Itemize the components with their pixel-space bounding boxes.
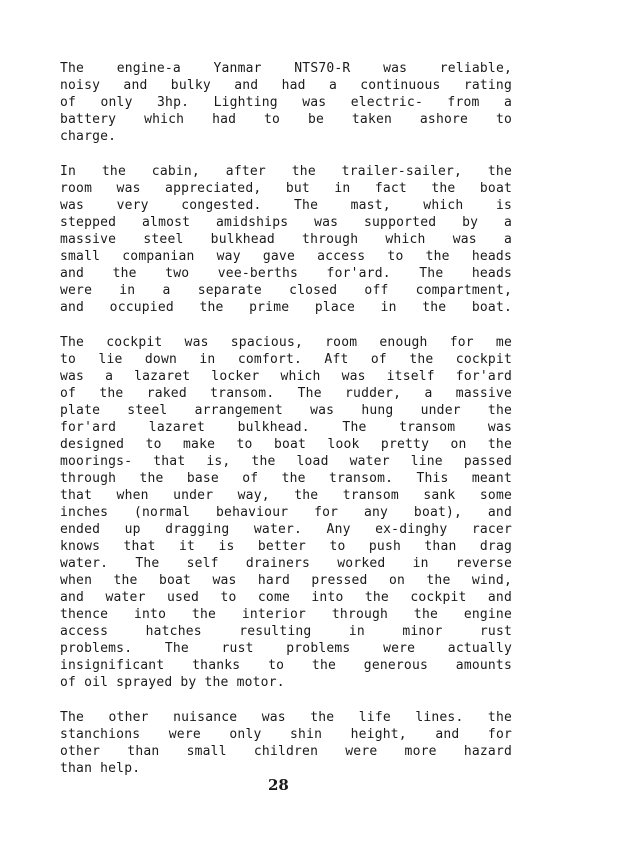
text-line: problems. The rust problems were actually (60, 641, 512, 656)
text-line: insignificant thanks to the generous amounts (60, 658, 512, 673)
paragraph-cabin (60, 163, 512, 316)
text-line: small companian way gave access to the heads (60, 249, 512, 264)
text-line: and the two vee-berths for'ard. The heads (60, 266, 512, 281)
text-line: for'ard lazaret bulkhead. The transom was (60, 420, 512, 435)
text-line: that when under way, the transom sank some (60, 488, 512, 503)
paragraph-lifelines (60, 709, 512, 777)
text-line: of the raked transom. The rudder, a massive (60, 386, 512, 401)
text-line: was a lazaret locker which was itself for'ard (60, 369, 512, 384)
text-line: battery which had to be taken ashore to (60, 112, 512, 127)
text-line: plate steel arrangement was hung under the (60, 403, 512, 418)
text-line: of only 3hp. Lighting was electric- from a (60, 95, 512, 110)
text-line: through the base of the transom. This meant (60, 471, 512, 486)
text-line: In the cabin, after the trailer-sailer, the (60, 164, 512, 179)
text-line: than help. (60, 761, 141, 776)
text-line: charge. (60, 129, 117, 144)
text-line: of oil sprayed by the motor. (60, 675, 285, 690)
text-line: The engine-a Yanmar NTS70-R was reliable, (60, 61, 512, 76)
text-line: when the boat was hard pressed on the wind, (60, 573, 512, 588)
document-page (60, 60, 512, 795)
text-line: stepped almost amidships was supported by a (60, 215, 512, 230)
text-line: The other nuisance was the life lines. the (60, 710, 512, 725)
text-line: to lie down in comfort. Aft of the cockpit (60, 352, 512, 367)
text-line: other than small children were more hazard (60, 744, 512, 759)
text-line: access hatches resulting in minor rust (60, 624, 512, 639)
text-line: and water used to come into the cockpit and (60, 590, 512, 605)
page-number: 28 (268, 776, 289, 794)
text-line: ended up dragging water. Any ex-dinghy racer (60, 522, 512, 537)
text-line: noisy and bulky and had a continuous rating (60, 78, 512, 93)
paragraph-engine (60, 60, 512, 145)
text-line: water. The self drainers worked in reverse (60, 556, 512, 571)
text-line: stanchions were only shin height, and for (60, 727, 512, 742)
text-line: room was appreciated, but in fact the boat (60, 181, 512, 196)
text-line: thence into the interior through the engine (60, 607, 512, 622)
text-line: inches (normal behaviour for any boat), and (60, 505, 512, 520)
text-line: massive steel bulkhead through which was a (60, 232, 512, 247)
text-line: knows that it is better to push than drag (60, 539, 512, 554)
text-line: and occupied the prime place in the boat. (60, 300, 512, 315)
text-line: were in a separate closed off compartment, (60, 283, 512, 298)
text-line: The cockpit was spacious, room enough for me (60, 335, 512, 350)
text-line: was very congested. The mast, which is (60, 198, 512, 213)
text-line: designed to make to boat look pretty on the (60, 437, 512, 452)
text-line: moorings- that is, the load water line passed (60, 454, 512, 469)
paragraph-cockpit (60, 334, 512, 691)
